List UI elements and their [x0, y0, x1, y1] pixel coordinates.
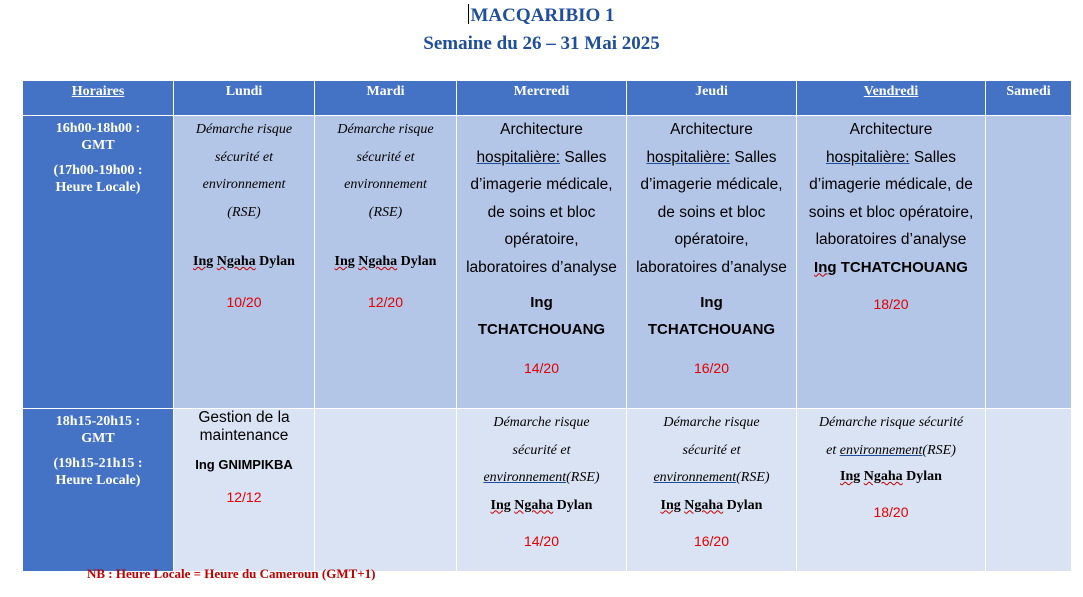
course-line: laboratoires d’analyse [466, 258, 617, 276]
session-count: 18/20 [873, 504, 909, 520]
teacher-name: Ing Ngaha Dylan [660, 497, 763, 513]
cell-lundi-2 [174, 409, 315, 572]
session-count: 16/20 [693, 360, 730, 376]
header-samedi: Samedi [986, 81, 1072, 116]
course-line: environnement [202, 177, 286, 192]
teacher-name: Ing GNIMPIKBA [195, 457, 293, 472]
time-slot-row-1 [23, 116, 1072, 409]
course-line: Démarche risque [195, 122, 293, 137]
course-line: (RSE) [368, 204, 403, 220]
course-line: hospitalière: Salles [825, 148, 957, 166]
teacher-name: Ing Ngaha Dylan [334, 254, 437, 269]
schedule-table [22, 80, 1072, 572]
course-line: de soins et bloc [657, 203, 766, 221]
cell-samedi-1 [986, 116, 1072, 409]
course-title [457, 409, 626, 492]
course-line: environnement(RSE) [483, 470, 600, 485]
course-line: maintenance [199, 427, 289, 444]
course-line: Architecture [500, 121, 583, 138]
time-local-line-b: Heure Locale) [55, 473, 141, 488]
course-line: opératoire, [674, 231, 749, 248]
course-line: de soins et bloc [487, 203, 596, 221]
header-row [23, 81, 1072, 116]
footnote: NB : Heure Locale = Heure du Cameroun (GMT+1) [87, 566, 376, 581]
course-line: sécurité et [682, 442, 741, 458]
course-line: hospitalière: Salles [646, 148, 777, 166]
session-count: 14/20 [523, 360, 560, 376]
course-line: Démarche risque sécurité [818, 415, 964, 430]
course-line: sécurité et [356, 149, 415, 165]
course-line: environnement [344, 177, 427, 192]
teacher-name: Ing Ngaha Dylan [840, 469, 942, 484]
course-line: sécurité et [512, 442, 571, 458]
course-line: opératoire, [504, 231, 579, 248]
teacher-name: Ing TCHATCHOUANG [647, 294, 776, 338]
header-jeudi: Jeudi [627, 81, 797, 116]
header-vendredi: Vendredi [797, 81, 986, 116]
course-line: soins et bloc opératoire, [808, 203, 974, 221]
course-line: d’imagerie médicale, [470, 176, 613, 193]
course-line: (RSE) [227, 204, 261, 220]
time-cell-1 [23, 116, 174, 409]
course-title [174, 116, 314, 226]
cell-mercredi-1 [457, 116, 627, 409]
time-cell-2 [23, 409, 174, 572]
course-line: laboratoires d’analyse [636, 258, 787, 276]
course-title [315, 116, 456, 226]
time-local-line-a: (19h15-21h15 : [53, 456, 143, 471]
cell-mercredi-2 [457, 409, 627, 572]
teacher-name: Ing TCHATCHOUANG [814, 258, 968, 276]
cell-mardi-2 [315, 409, 457, 572]
time-local-line-a: (17h00-19h00 : [53, 163, 143, 178]
header-lundi: Lundi [174, 81, 315, 116]
session-count: 12/20 [367, 294, 404, 310]
cell-samedi-2 [986, 409, 1072, 572]
course-line: hospitalière: Salles [476, 148, 607, 166]
course-line: Architecture [670, 121, 753, 138]
cell-vendredi-2 [797, 409, 986, 572]
time-gmt-line-a: 16h00-18h00 : [55, 121, 141, 136]
header-mardi: Mardi [315, 81, 457, 116]
time-gmt-line-a: 18h15-20h15 : [55, 414, 141, 429]
time-gmt-line-b: GMT [81, 431, 115, 446]
cell-jeudi-1 [627, 116, 797, 409]
course-title [457, 116, 626, 281]
course-line: d’imagerie médicale, de [809, 176, 973, 193]
teacher-name: Ing Ngaha Dylan [490, 497, 593, 513]
teacher-name: Ing Ngaha Dylan [193, 254, 295, 269]
course-line: laboratoires d’analyse [815, 231, 967, 248]
cell-vendredi-1 [797, 116, 986, 409]
time-gmt-line-b: GMT [81, 138, 115, 153]
course-title [797, 409, 985, 464]
cell-mardi-1 [315, 116, 457, 409]
course-line: sécurité et [215, 149, 273, 165]
cell-lundi-1 [174, 116, 315, 409]
teacher-name: Ing TCHATCHOUANG [477, 294, 606, 338]
course-line: et environnement(RSE) [826, 442, 956, 458]
course-title [627, 409, 796, 492]
session-count: 16/20 [693, 532, 730, 549]
course-title [627, 116, 796, 281]
title-text: MACQARIBIO 1 [470, 5, 615, 26]
course-line: Démarche risque [663, 415, 760, 430]
course-line: Démarche risque [337, 122, 434, 137]
document-title [0, 4, 1083, 27]
session-count: 14/20 [523, 532, 560, 549]
course-title [174, 409, 314, 445]
course-line: Gestion de la [198, 409, 290, 426]
cell-jeudi-2 [627, 409, 797, 572]
course-line: environnement(RSE) [653, 470, 770, 485]
session-count: 18/20 [873, 295, 909, 312]
course-title [797, 116, 985, 254]
header-horaires: Horaires [23, 81, 174, 116]
time-slot-row-2 [23, 409, 1072, 572]
course-line: Démarche risque [493, 415, 590, 430]
time-local-line-b: Heure Locale) [55, 180, 141, 195]
document-subtitle: Semaine du 26 – 31 Mai 2025 [423, 33, 660, 54]
session-count: 10/20 [226, 294, 262, 310]
course-line: d’imagerie médicale, [640, 176, 783, 193]
session-count: 12/12 [226, 489, 262, 505]
header-mercredi: Mercredi [457, 81, 627, 116]
course-line: Architecture [849, 121, 933, 138]
